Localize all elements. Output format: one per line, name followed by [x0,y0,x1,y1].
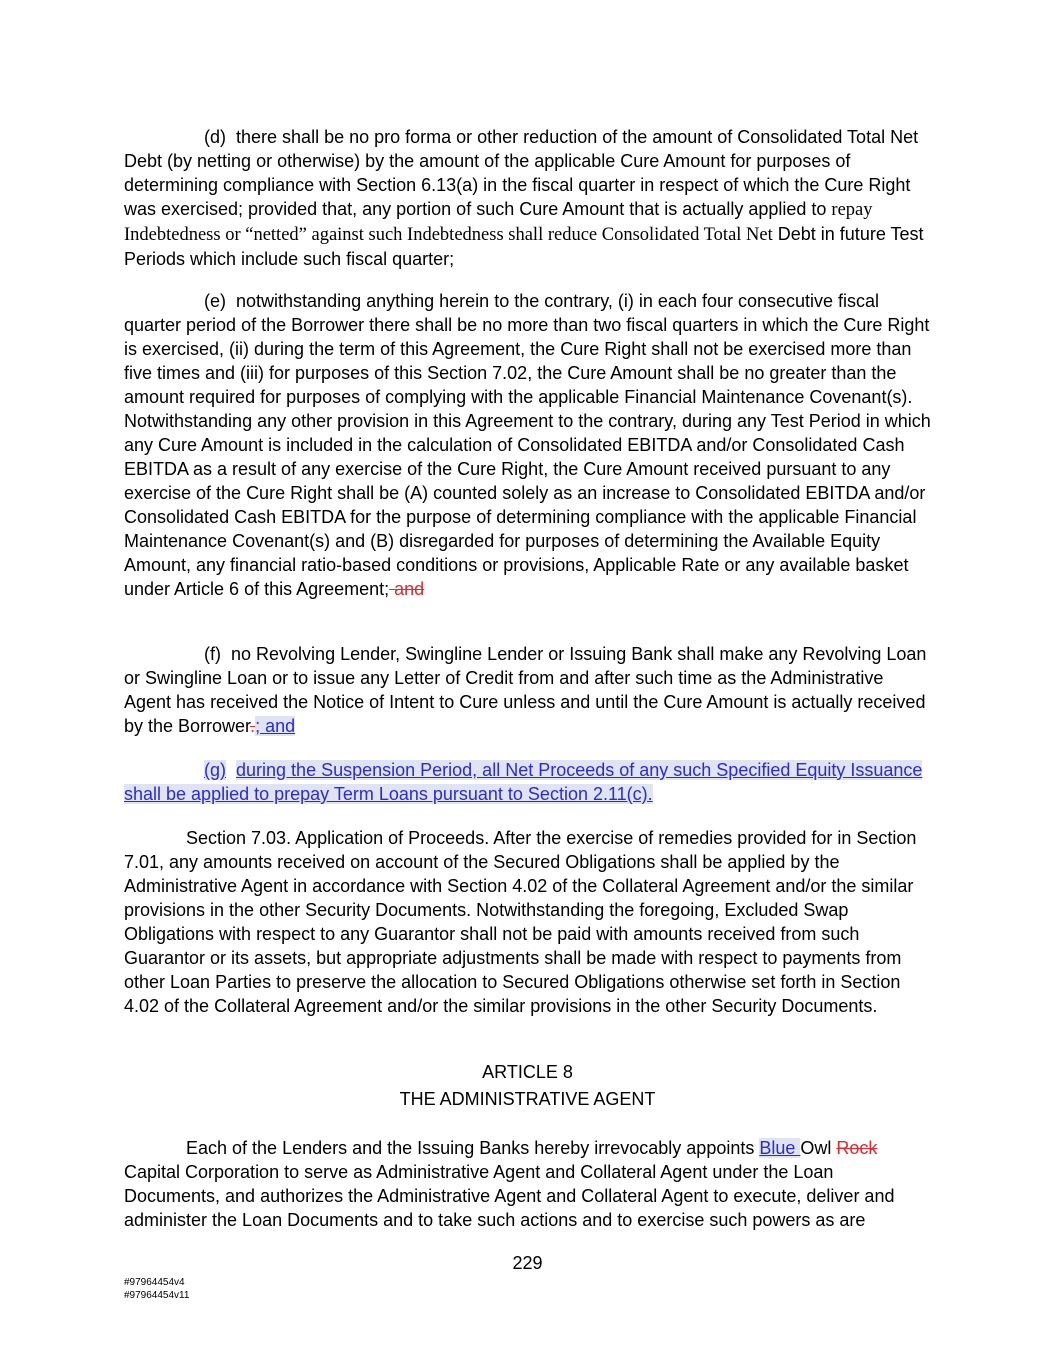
paragraph-d-label: (d) [204,127,226,147]
agent-text: Each of the Lenders and the Issuing Banks hereby irrevocably appoints [186,1138,760,1158]
paragraph-e-label: (e) [204,291,226,311]
paragraph-d-text-end: Debt in future Test Periods which include such fiscal quarter; [124,224,924,269]
inserted-text: ; and [255,716,296,736]
agent-text-end: Capital Corporation to serve as Administrative Agent and Collateral Agent under the Loan Documents, and authorizes the Administrative Agent and Collateral Agent to execute, deliver and administer the Loan Documents and to take such actions and to exercise such powers as are [124,1162,895,1230]
paragraph-d-serif-text: repay Indebtedness or “netted” against such Indebtedness shall reduce Consolidated Total Net [124,200,873,245]
paragraph-e-text: notwithstanding anything herein to the contrary, (i) in each four consecutive fiscal quarter period of the Borrower there shall be no more than two fiscal quarters in which the Cure Right is exercised, (ii) during the term of this Agreement, the Cure Right shall not be exercised more than five times and (iii) for purposes of this Section 7.02, the Cure Amount shall be no greater than the amount required for purposes of complying with the applicable Financial Maintenance Covenant(s). Notwithstanding any other provision in this Agreement to the contrary, during any Test Period in which any Cure Amount is included in the calculation of Consolidated EBITDA and/or Consolidated Cash EBITDA as a result of any exercise of the Cure Right, the Cure Amount received pursuant to any exercise of the Cure Right shall be (A) counted solely as an increase to Consolidated EBITDA and/or Consolidated Cash EBITDA for the purpose of determining compliance with the applicable Financial Maintenance Covenant(s) and (B) disregarded for purposes of determining the Available Equity Amount, any financial ratio-based conditions or provisions, Applicable Rate or any available basket under Article 6 of this Agreement; [124,291,931,599]
paragraph-g [124,758,934,806]
inserted-text: Blue [759,1138,801,1158]
paragraph-g-text: during the Suspension Period, all Net Proceeds of any such Specified Equity Issuance shall be applied to prepay Term Loans pursuant to Section 2.11(c). [124,760,923,804]
document-id-2: #97964454v11 [124,1290,190,1301]
paragraph-g-label: (g) [204,760,226,780]
paragraph-agent-appointment [124,1136,934,1232]
article-title: THE ADMINISTRATIVE AGENT [399,1089,656,1109]
page-number: 229 [512,1253,543,1273]
section-7-03 [124,826,934,1018]
document-id-1: #97964454v4 [124,1277,185,1288]
paragraph-e [124,289,934,601]
paragraph-f-text: no Revolving Lender, Swingline Lender or Issuing Bank shall make any Revolving Loan or Swingline Loan or to issue any Letter of Credit from and after such time as the Administrative Agent has received the Notice of Intent to Cure unless and until the Cure Amount is actually received by the Borrower [124,644,927,736]
agent-text-owl: Owl [800,1138,837,1158]
deleted-text: . [250,716,256,736]
section-7-03-text: Section 7.03. Application of Proceeds. After the exercise of remedies provided for in Section 7.01, any amounts received on account of the Secured Obligations shall be applied by the Administrative Agent in accordance with Section 4.02 of the Collateral Agreement and/or the similar provisions in the other Security Documents. Notwithstanding the foregoing, Excluded Swap Obligations with respect to any Guarantor shall not be paid with amounts received from such Guarantor or its assets, but appropriate adjustments shall be made with respect to payments from other Loan Parties to preserve the allocation to Secured Obligations otherwise set forth in Section 4.02 of the Collateral Agreement and/or the similar provisions in the other Security Documents. [124,828,917,1016]
deleted-text: and [389,579,425,599]
article-number: ARTICLE 8 [482,1062,573,1082]
paragraph-f-label: (f) [204,644,221,664]
paragraph-d-text: there shall be no pro forma or other reduction of the amount of Consolidated Total Net Debt (by netting or otherwise) by the amount of the applicable Cure Amount for purposes of determining compliance with Section 6.13(a) in the fiscal quarter in respect of which the Cure Right was exercised; provided that, any portion of such Cure Amount that is actually applied to [124,127,919,219]
paragraph-f [124,642,934,738]
deleted-text: Rock [836,1138,878,1158]
paragraph-d [124,125,934,271]
